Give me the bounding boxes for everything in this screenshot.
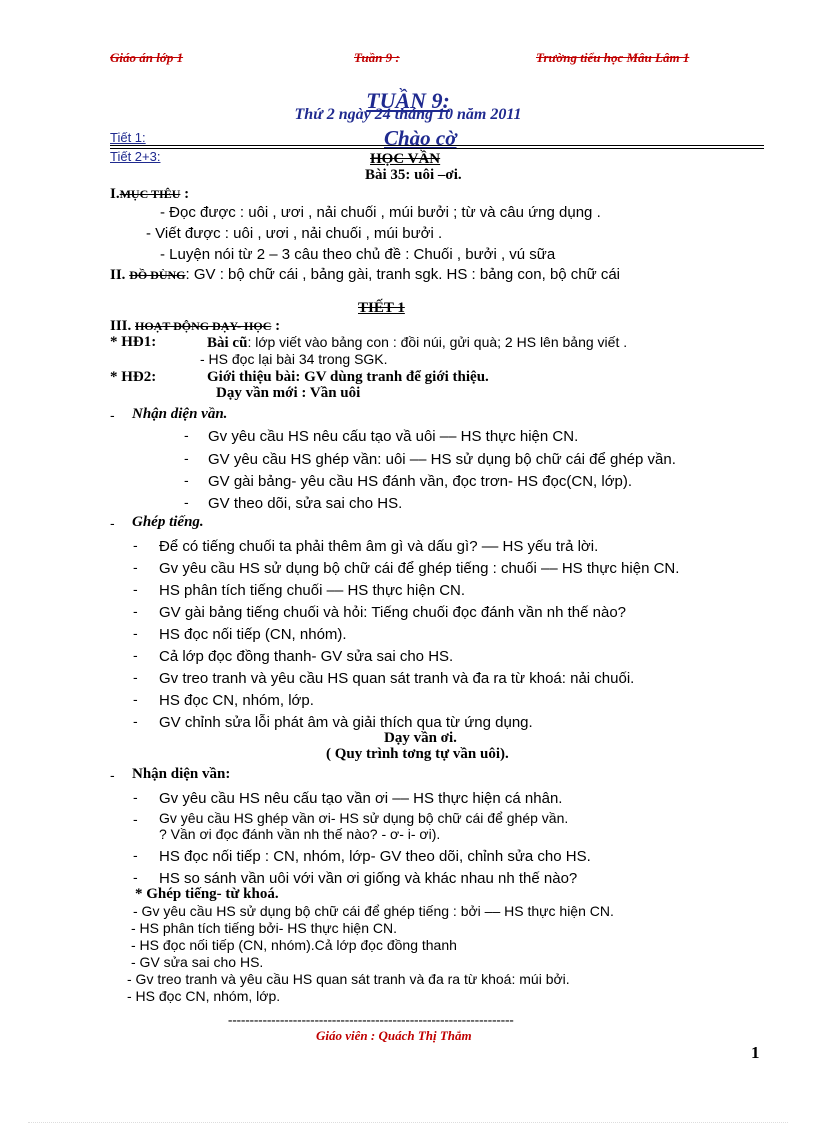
section1-heading [110, 186, 189, 203]
hd1-bold: Bài cũ [207, 335, 248, 351]
tiet23-label: Tiết 2+3: [110, 149, 161, 164]
hd1-label: * HĐ1: [110, 334, 157, 350]
list-item: Để có tiếng chuối ta phải thêm âm gì và dấu gì? –– HS yếu trả lời. [159, 538, 599, 555]
quy-trinh: ( Quy trình tơng tự vần uôi). [326, 746, 509, 762]
footer-rule: ------------------------------------------------------------------ [228, 1012, 514, 1027]
list-item: Gv yêu cầu HS ghép vần ơi- HS sử dụng bộ chữ cái để ghép vần. [159, 810, 569, 826]
section1-colon: : [184, 186, 190, 202]
header-left: Giáo án lớp 1 [110, 50, 184, 65]
section2-text: : GV : bộ chữ cái , bảng gài, tranh sgk. HS : bảng con, bộ chữ cái [185, 266, 621, 283]
list-item: Gv treo tranh và yêu cầu HS quan sát tranh và đa ra từ khoá: nải chuối. [159, 670, 635, 687]
week-title: TUẦN 9: [366, 88, 450, 113]
list-item: GV theo dõi, sửa sai cho HS. [208, 495, 403, 512]
tiet1-label: Tiết 1: [110, 130, 146, 145]
day-van-oi: Dạy vần ơi. [384, 730, 457, 746]
section3-heading [110, 318, 280, 335]
list-item: HS phân tích tiếng chuối –– HS thực hiện CN. [159, 582, 466, 599]
ghep-tieng-title: Ghép tiếng. [132, 514, 204, 530]
list-item: - HS phân tích tiếng bởi- HS thực hiện CN. [131, 920, 397, 936]
list-item: GV yêu cầu HS ghép vần: uôi –– HS sử dụng bộ chữ cái để ghép vần. [208, 451, 676, 468]
hd1-line [207, 334, 627, 352]
list-item: - Gv yêu cầu HS sử dụng bộ chữ cái để ghép tiếng : bởi –– HS thực hiện CN. [133, 903, 614, 919]
teacher-name: Giáo viên : Quách Thị Thắm [316, 1028, 472, 1043]
list-item: GV gài bảng- yêu cầu HS đánh vần, đọc trơn- HS đọc(CN, lớp). [208, 473, 633, 490]
hd1-text2: - HS đọc lại bài 34 trong SGK. [200, 351, 388, 367]
rule-1 [110, 145, 764, 146]
chao-co: Chào cờ [384, 126, 457, 150]
section2-title: ĐỒ DÙNG [129, 268, 186, 282]
list-item: HS đọc nối tiếp (CN, nhóm). [159, 626, 347, 643]
nhan-dien-title: Nhận diện vần. [132, 406, 228, 422]
subject: HỌC VẦN [370, 151, 441, 167]
objective-item: - Viết được : uôi , ươi , nải chuối , múi bưởi . [146, 225, 443, 242]
list-item: Gv yêu cầu HS nêu cấu tạo vần ơi –– HS thực hiện cá nhân. [159, 790, 563, 807]
section3-title: HOẠT ĐỘNG DẠY- HỌC [135, 319, 272, 333]
section2-line [110, 266, 620, 284]
section1-title: MỤC TIÊU [119, 187, 181, 201]
header-right: Trường tiểu học Mâu Lâm 1 [536, 50, 690, 65]
header-middle: Tuần 9 : [354, 50, 400, 65]
ghep-tieng2-title: * Ghép tiếng- từ khoá. [135, 886, 279, 902]
tiet-heading: TIẾT 1 [358, 300, 405, 316]
list-item: Gv yêu cầu HS sử dụng bộ chữ cái để ghép tiếng : chuối –– HS thực hiện CN. [159, 560, 680, 577]
hd2-sub: Dạy vần mới : Vần uôi [216, 385, 361, 401]
list-item: Gv yêu cầu HS nêu cấu tạo vầ uôi –– HS thực hiện CN. [208, 428, 579, 445]
section1-num: I. [110, 186, 120, 202]
rule-2 [110, 148, 764, 149]
list-item: HS đọc CN, nhóm, lớp. [159, 692, 314, 709]
section3-num: III. [110, 318, 132, 334]
list-item: - GV sửa sai cho HS. [131, 954, 264, 970]
list-item: HS so sánh vần uôi với vần ơi giống và khác nhau nh thế nào? [159, 870, 578, 887]
list-item: GV gài bảng tiếng chuối và hỏi: Tiếng chuối đọc đánh vần nh thế nào? [159, 604, 627, 621]
date-line: Thứ 2 ngày 24 tháng 10 năm 2011 [294, 106, 522, 123]
objective-item: - Luyện nói từ 2 – 3 câu theo chủ đề : Chuối , bưởi , vú sữa [160, 246, 556, 263]
hd2-text: Giới thiệu bài: GV dùng tranh để giới thiệu. [207, 369, 489, 385]
list-item-continued: ? Vần ơi đọc đánh vần nh thế nào? - ơ- i- ơi). [159, 826, 441, 842]
nhan-dien2-title: Nhận diện vần: [132, 766, 231, 782]
list-item: - HS đọc CN, nhóm, lớp. [127, 988, 281, 1004]
page-header [110, 50, 746, 66]
section2-num: II. [110, 267, 126, 283]
lesson-title: Bài 35: uôi –ơi. [365, 167, 462, 183]
page-number: 1 [751, 1043, 760, 1062]
list-item: - Gv treo tranh và yêu cầu HS quan sát tranh và đa ra từ khoá: múi bởi. [127, 971, 570, 987]
section3-colon: : [275, 318, 281, 334]
objective-item: - Đọc được : uôi , ươi , nải chuối , múi bưởi ; từ và câu ứng dụng . [160, 204, 601, 221]
list-item: GV chỉnh sửa lỗi phát âm và giải thích qua từ ứng dụng. [159, 714, 533, 731]
list-item: - HS đọc nối tiếp (CN, nhóm).Cả lớp đọc đồng thanh [131, 937, 457, 953]
hd2-label: * HĐ2: [110, 369, 157, 385]
hd1-text: : lớp viết vào bảng con : đồi núi, gửi quà; 2 HS lên bảng viết . [247, 334, 628, 350]
list-item: Cả lớp đọc đồng thanh- GV sửa sai cho HS. [159, 648, 454, 665]
list-item: HS đọc nối tiếp : CN, nhóm, lớp- GV theo dõi, chỉnh sửa cho HS. [159, 848, 591, 865]
